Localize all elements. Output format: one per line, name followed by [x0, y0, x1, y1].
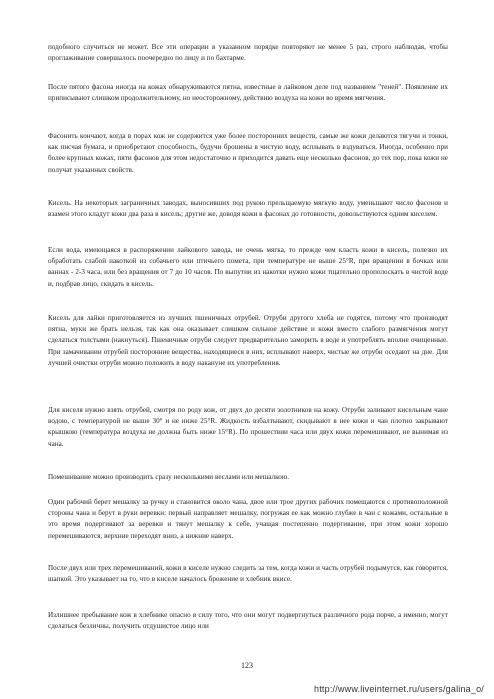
paragraph-5: [48, 245, 448, 290]
paragraph-1: [48, 42, 448, 64]
page-number: 123: [241, 661, 253, 670]
paragraph-3: [48, 131, 448, 176]
paragraph-text: После двух или трех перемешиваний, кожи в киселе нужно следить за тем, когда кожи и часть отрубей подымутся, как говорится, шапкой. Это указывает на то, что в киселе началось брожение и хлебник вкисе.: [48, 564, 448, 584]
source-url-watermark: http://www.liveinternet.ru/users/galina_o/: [314, 684, 484, 694]
paragraph-11: [48, 610, 448, 632]
paragraph-text: подобного случиться не может. Все эти операции в указанном порядке повторяют не менее 5 раз, строго наблюдая, чтобы проглаживание совершалось поочередно по лицу и по бахтарме.: [48, 43, 448, 63]
paragraph-10: [48, 563, 448, 585]
paragraph-4: [48, 198, 448, 220]
paragraph-text: После пятого фасона иногда на кожах обнаруживаются пятна, известные в лайковом деле под названием "теней". Появление их приписывают слишком продолжительному, но неосторожному, действию воздуха на кожи во время мягчения.: [48, 83, 448, 103]
paragraph-8: [48, 472, 448, 483]
paragraph-text: Фасонить кончают, когда в порах кож не содержится уже более посторонних веществ, самые же кожи делаются тягучи и тонки, как писчая бумага, и приобретают способность, будучи брошены в чистую воду, всплывать в вздуваться. Иногда, особенно при более крупных кожах, пяти фасонов для этом недостаточно и приходится давать еще несколько фасонов, до тех пор, пока кожи не получат указанных свойств.: [48, 132, 448, 174]
paragraph-9: [48, 497, 448, 542]
paragraph-2: [48, 82, 448, 104]
paragraph-6: [48, 313, 448, 369]
paragraph-text: Если вода, имеющаяся в распоряжении лайкового завода, не очень мягка, то прежде чем класть кожи в кисель, полезно их обработать слабой накоткой из собачьего или птичьего помета, при температуре не выше 25°R, при вращении в бочках или ваннах - 2-3 часа, или без вращения от 7 до 10 часов. По выпутии из накотки нужно кожи тщательно прополоскать в чистой воде и, подбрав лицо, скидать в кисель.: [48, 246, 448, 288]
paragraph-7: [48, 405, 448, 450]
paragraph-text: Излишнее пребывание кож в хлебнике опасно в силу того, что они могут подвергнуться различного рода порче, а именно, могут сделаться безличны, получить отдушистое лицо или: [48, 611, 448, 631]
paragraph-text: Один рабочий берет мешалку за ручку и становится около чана, двое или трое других рабочих помещаются с противоположной стороны чана и берут в руки веревки: первый направляет мешалку, погружая ее как можно глубже в чан с кожами, остальные в это время подергивают за веревки и тянут мешалку к себе, учащая постепенно подергивание, при этом кожи хорошо перемешиваются, верхние переходят вниз, а нижние наверх.: [48, 498, 448, 540]
paragraph-text: Для киселя нужно взять отрубей, смотря по роду кож, от двух до десяти золотников на кожу. Отруби заливают кисельным чане водою, с температурой не выше 30° и не ниже 25°R. Жидкость взбалтывают, скидывают в нее кожи и чан плотно закрывают крышкою (температура воздуха не должна быть ниже 15°R). По прошествии часа или двух кожи перемешивают, не вынимая из чана.: [48, 406, 448, 448]
paragraph-text: Кисель для лайки приготовляется из лучших пшеничных отрубей. Отруби другого хлеба не годятся, потому что производят пятна, муки же брать нельзя, так как она оказывает слишком сильное действие и кожи вместо слабого размягчения могут сделаться толстыми (накнуться). Пшеничные отруби следует предварительно заморить в воде и употреблять вполне очищенные. При замачивании отрубей посторонние вещества, находящиеся в них, всплывают наверх, чистые же отруби оседают на дне. Для лучшей очистки отруби можно положить в воду накануне их употребления.: [48, 314, 448, 367]
paragraph-text: Кисель. На некоторых заграничных заводах, выносивших под рукою прельщаемую мягкую воду, уменьшают число фасонов и взамен этого кладут кожи два раза в кисель; другие же, доводя кожи в фасонах до готовности, довольствуются одним киселем.: [48, 199, 448, 219]
paragraph-text: Помешивание можно производить сразу несколькими веслами или мешалкою.: [48, 473, 290, 481]
